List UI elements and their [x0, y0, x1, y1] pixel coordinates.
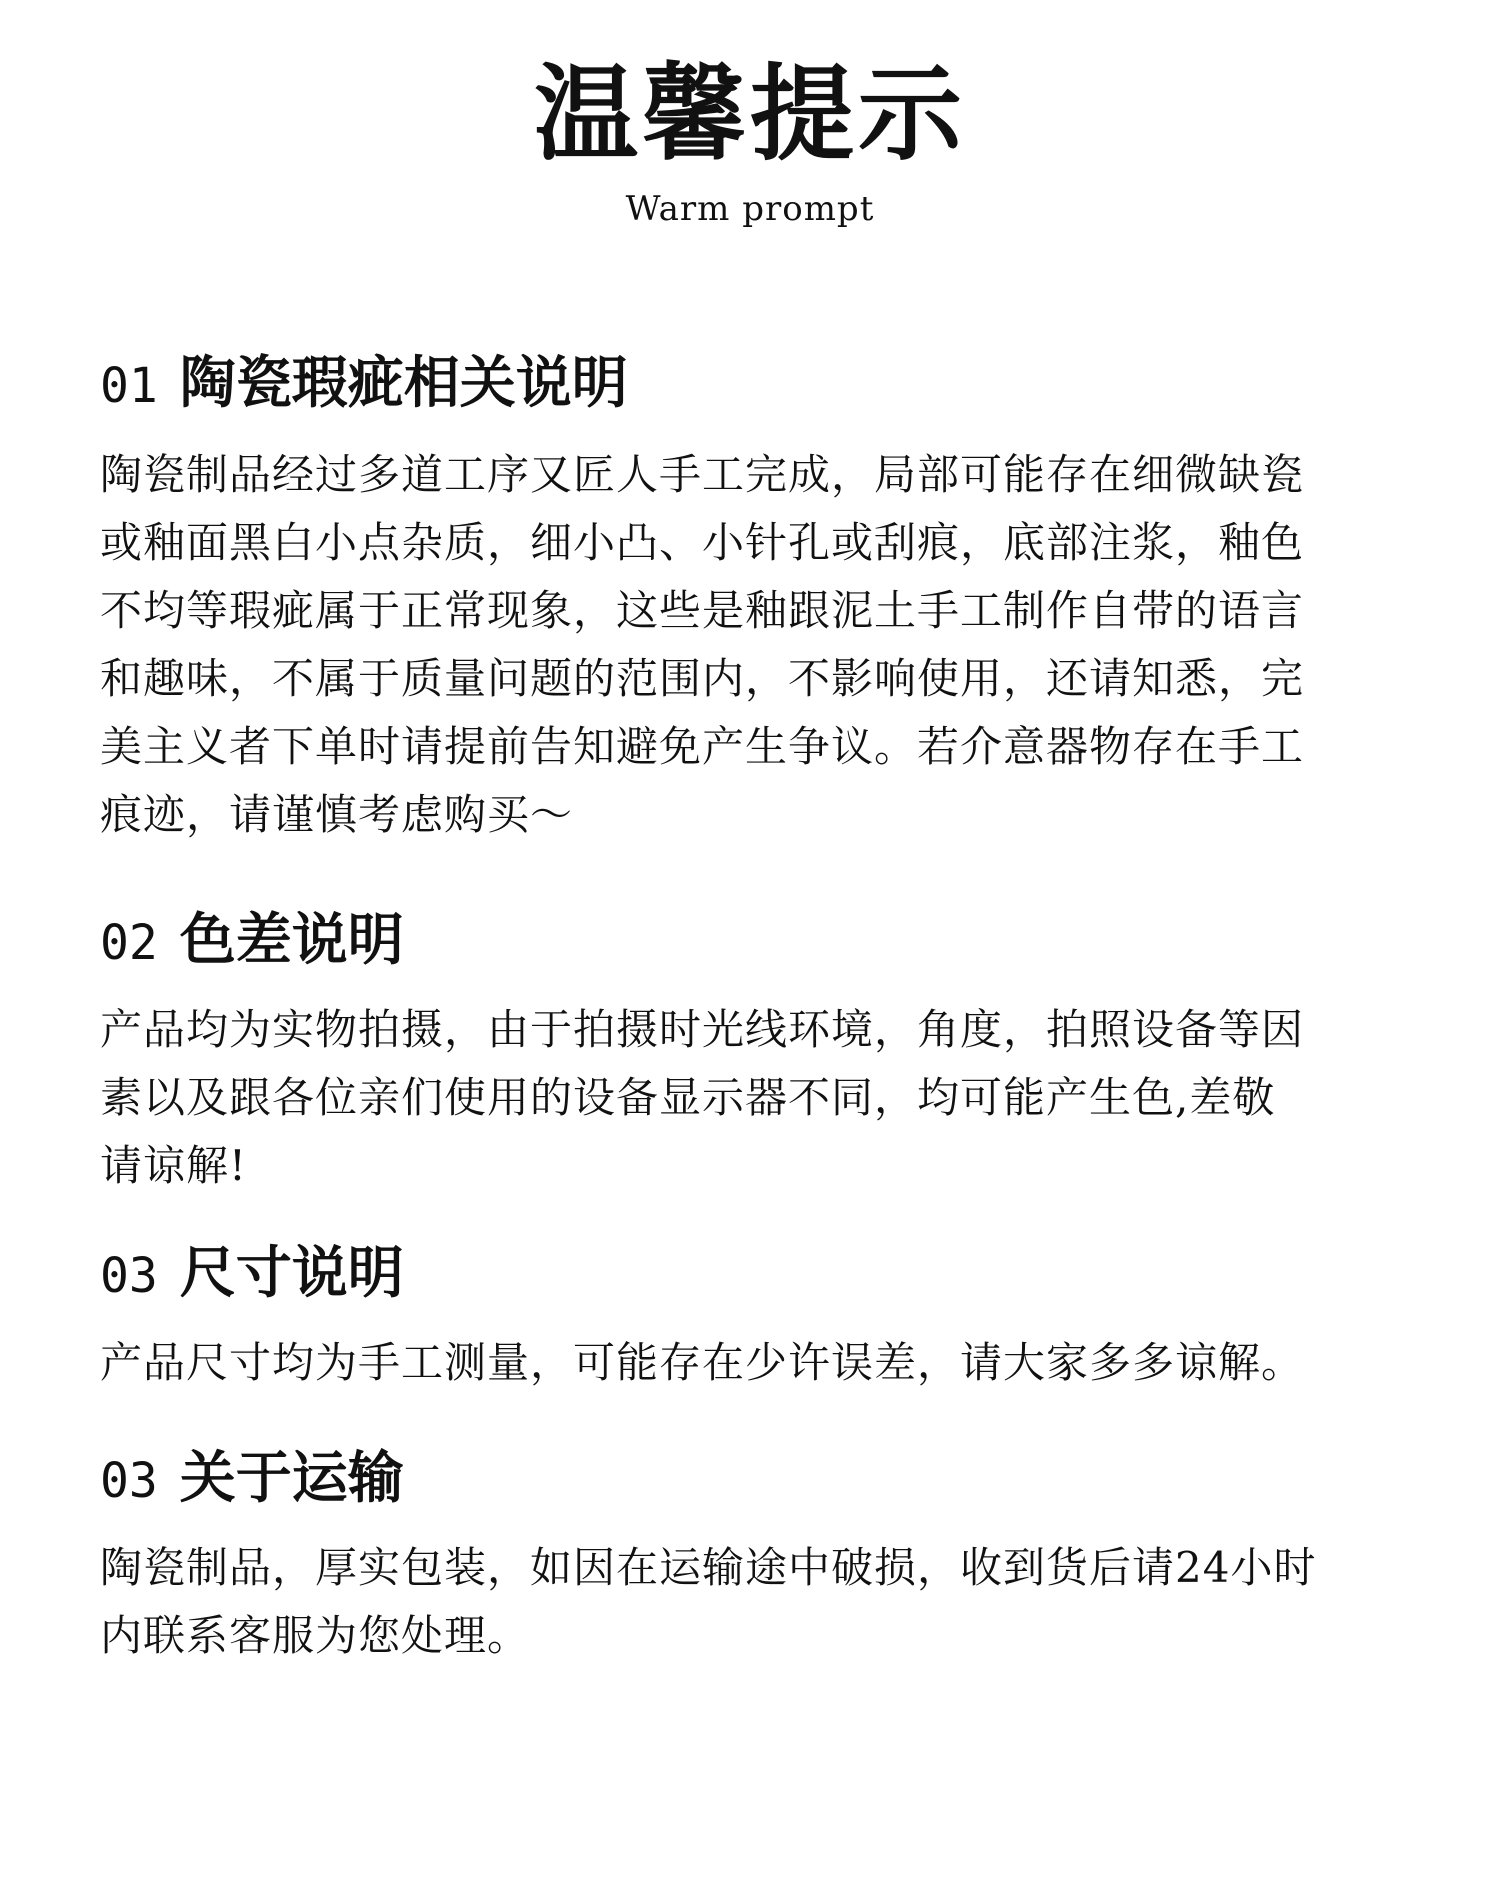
body-line: 陶瓷制品，厚实包装，如因在运输途中破损，收到货后请24小时 [100, 1543, 1317, 1592]
body-line: 痕迹，请谨慎考虑购买～ [100, 790, 574, 839]
section-body [100, 996, 1420, 1200]
body-line: 或釉面黑白小点杂质，细小凸、小针孔或刮痕，底部注浆，釉色 [100, 518, 1305, 567]
page-subtitle: Warm prompt [625, 189, 875, 229]
section-shipping [100, 1445, 1420, 1670]
body-line: 美主义者下单时请提前告知避免产生争议。若介意器物存在手工 [100, 722, 1305, 771]
section-title: 关于运输 [179, 1445, 404, 1511]
section-number: 03 [100, 1453, 158, 1509]
section-size [100, 1240, 1420, 1397]
page-title: 温馨提示 [533, 52, 966, 175]
body-line: 素以及跟各位亲们使用的设备显示器不同，均可能产生色,差敬 [100, 1073, 1276, 1122]
body-line: 请谅解! [100, 1141, 247, 1190]
section-body [100, 441, 1420, 849]
section-body [100, 1534, 1420, 1670]
section-heading [100, 1240, 1420, 1306]
body-line: 和趣味，不属于质量问题的范围内，不影响使用，还请知悉，完 [100, 654, 1305, 703]
body-line: 陶瓷制品经过多道工序又匠人手工完成，局部可能存在细微缺瓷 [100, 450, 1305, 499]
section-title: 陶瓷瑕疵相关说明 [179, 350, 628, 416]
body-line: 产品尺寸均为手工测量，可能存在少许误差，请大家多多谅解。 [100, 1338, 1305, 1387]
body-line: 产品均为实物拍摄，由于拍摄时光线环境，角度，拍照设备等因 [100, 1005, 1305, 1054]
section-heading [100, 350, 1420, 416]
section-title: 色差说明 [179, 907, 404, 973]
section-title: 尺寸说明 [179, 1240, 404, 1306]
section-body [100, 1329, 1420, 1397]
section-heading [100, 1445, 1420, 1511]
section-heading [100, 907, 1420, 973]
section-flaws [100, 350, 1420, 849]
body-line: 内联系客服为您处理。 [100, 1611, 531, 1660]
section-number: 01 [100, 358, 158, 414]
section-number: 02 [100, 915, 158, 971]
section-color-difference [100, 907, 1420, 1200]
body-line: 不均等瑕疵属于正常现象，这些是釉跟泥土手工制作自带的语言 [100, 586, 1305, 635]
section-number: 03 [100, 1248, 158, 1304]
